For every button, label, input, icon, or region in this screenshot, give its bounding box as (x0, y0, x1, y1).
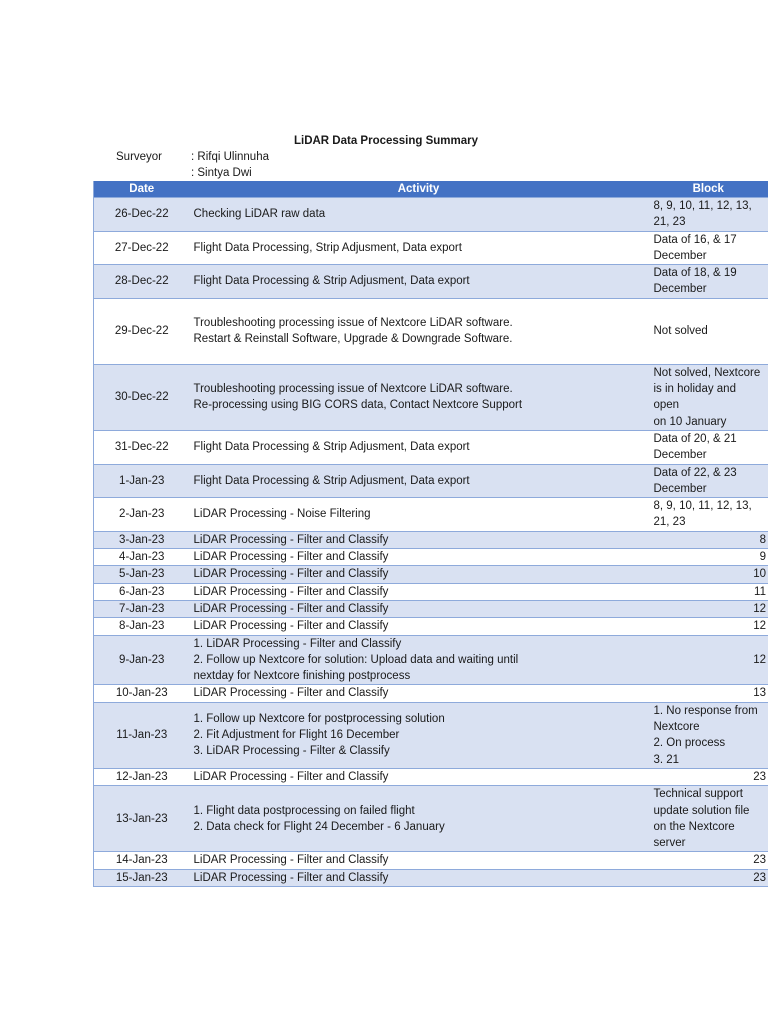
date-cell: 7-Jan-23 (94, 600, 190, 617)
activity-cell: LiDAR Processing - Filter and Classify (190, 531, 648, 548)
table-row (94, 531, 768, 548)
activity-cell: 1. Follow up Nextcore for postprocessing solution 2. Fit Adjustment for Flight 16 December 3. LiDAR Processing - Filter & Classify (190, 702, 648, 768)
table-row (94, 635, 768, 685)
block-cell: 12 (648, 635, 768, 685)
processing-log-table (93, 181, 768, 887)
date-cell: 11-Jan-23 (94, 702, 190, 768)
table-row (94, 702, 768, 768)
table-row (94, 464, 768, 498)
activity-cell: LiDAR Processing - Filter and Classify (190, 549, 648, 566)
date-cell: 28-Dec-22 (94, 265, 190, 299)
date-cell: 12-Jan-23 (94, 768, 190, 785)
block-cell: Data of 18, & 19 December (648, 265, 768, 299)
surveyor-name: : Sintya Dwi (191, 167, 252, 179)
date-cell: 13-Jan-23 (94, 786, 190, 852)
date-cell: 10-Jan-23 (94, 685, 190, 702)
table-row (94, 618, 768, 635)
activity-cell: 1. Flight data postprocessing on failed flight 2. Data check for Flight 24 December - 6 January (190, 786, 648, 852)
table-row (94, 583, 768, 600)
table-row (94, 364, 768, 430)
table-row (94, 566, 768, 583)
date-cell: 8-Jan-23 (94, 618, 190, 635)
block-cell: 8 (648, 531, 768, 548)
column-header-block: Block (648, 181, 768, 198)
block-cell: 23 (648, 852, 768, 869)
table-row (94, 786, 768, 852)
activity-cell: LiDAR Processing - Filter and Classify (190, 566, 648, 583)
activity-cell: LiDAR Processing - Filter and Classify (190, 768, 648, 785)
block-cell: 10 (648, 566, 768, 583)
date-cell: 6-Jan-23 (94, 583, 190, 600)
table-row (94, 600, 768, 617)
block-cell: 12 (648, 618, 768, 635)
activity-cell: LiDAR Processing - Noise Filtering (190, 498, 648, 532)
block-cell: 11 (648, 583, 768, 600)
date-cell: 9-Jan-23 (94, 635, 190, 685)
activity-cell: LiDAR Processing - Filter and Classify (190, 685, 648, 702)
block-cell: 12 (648, 600, 768, 617)
activity-cell: 1. LiDAR Processing - Filter and Classify 2. Follow up Nextcore for solution: Upload data and waiting until nextday for Nextcore finishing postprocess (190, 635, 648, 685)
date-cell: 15-Jan-23 (94, 869, 190, 886)
date-cell: 3-Jan-23 (94, 531, 190, 548)
date-cell: 2-Jan-23 (94, 498, 190, 532)
block-cell: 1. No response from Nextcore 2. On process 3. 21 (648, 702, 768, 768)
block-cell: Not solved (648, 298, 768, 364)
table-row (94, 869, 768, 886)
block-cell: 9 (648, 549, 768, 566)
activity-cell: Troubleshooting processing issue of Nextcore LiDAR software. Restart & Reinstall Software, Upgrade & Downgrade Software. (190, 298, 648, 364)
activity-cell: LiDAR Processing - Filter and Classify (190, 583, 648, 600)
activity-cell: Flight Data Processing, Strip Adjusment, Data export (190, 231, 648, 265)
block-cell: 8, 9, 10, 11, 12, 13, 21, 23 (648, 498, 768, 532)
date-cell: 26-Dec-22 (94, 198, 190, 232)
date-cell: 29-Dec-22 (94, 298, 190, 364)
column-header-activity: Activity (190, 181, 648, 198)
activity-cell: Flight Data Processing & Strip Adjusment, Data export (190, 430, 648, 464)
table-row (94, 685, 768, 702)
block-cell: Data of 20, & 21 December (648, 430, 768, 464)
date-cell: 1-Jan-23 (94, 464, 190, 498)
table-row (94, 549, 768, 566)
table-row (94, 430, 768, 464)
block-cell: Not solved, Nextcore is in holiday and open on 10 January (648, 364, 768, 430)
activity-cell: Flight Data Processing & Strip Adjusment, Data export (190, 265, 648, 299)
block-cell: Technical support update solution file on the Nextcore server (648, 786, 768, 852)
activity-cell: LiDAR Processing - Filter and Classify (190, 869, 648, 886)
surveyor-name: : Rifqi Ulinnuha (191, 151, 269, 163)
surveyor-label: Surveyor (116, 151, 163, 163)
date-cell: 4-Jan-23 (94, 549, 190, 566)
activity-cell: Troubleshooting processing issue of Nextcore LiDAR software. Re-processing using BIG CORS data, Contact Nextcore Support (190, 364, 648, 430)
block-cell: 23 (648, 869, 768, 886)
date-cell: 14-Jan-23 (94, 852, 190, 869)
activity-cell: Flight Data Processing & Strip Adjusment, Data export (190, 464, 648, 498)
block-cell: 13 (648, 685, 768, 702)
activity-cell: LiDAR Processing - Filter and Classify (190, 600, 648, 617)
block-cell: Data of 16, & 17 December (648, 231, 768, 265)
table-row (94, 265, 768, 299)
date-cell: 30-Dec-22 (94, 364, 190, 430)
block-cell: Data of 22, & 23 December (648, 464, 768, 498)
table-row (94, 498, 768, 532)
date-cell: 27-Dec-22 (94, 231, 190, 265)
date-cell: 5-Jan-23 (94, 566, 190, 583)
block-cell: 23 (648, 768, 768, 785)
date-cell: 31-Dec-22 (94, 430, 190, 464)
activity-cell: Checking LiDAR raw data (190, 198, 648, 232)
table-row (94, 298, 768, 364)
column-header-date: Date (94, 181, 190, 198)
document-title: LiDAR Data Processing Summary (293, 135, 479, 147)
activity-cell: LiDAR Processing - Filter and Classify (190, 852, 648, 869)
table-row (94, 198, 768, 232)
activity-cell: LiDAR Processing - Filter and Classify (190, 618, 648, 635)
table-row (94, 768, 768, 785)
table-header-row (94, 181, 768, 198)
table-row (94, 231, 768, 265)
table-row (94, 852, 768, 869)
block-cell: 8, 9, 10, 11, 12, 13, 21, 23 (648, 198, 768, 232)
